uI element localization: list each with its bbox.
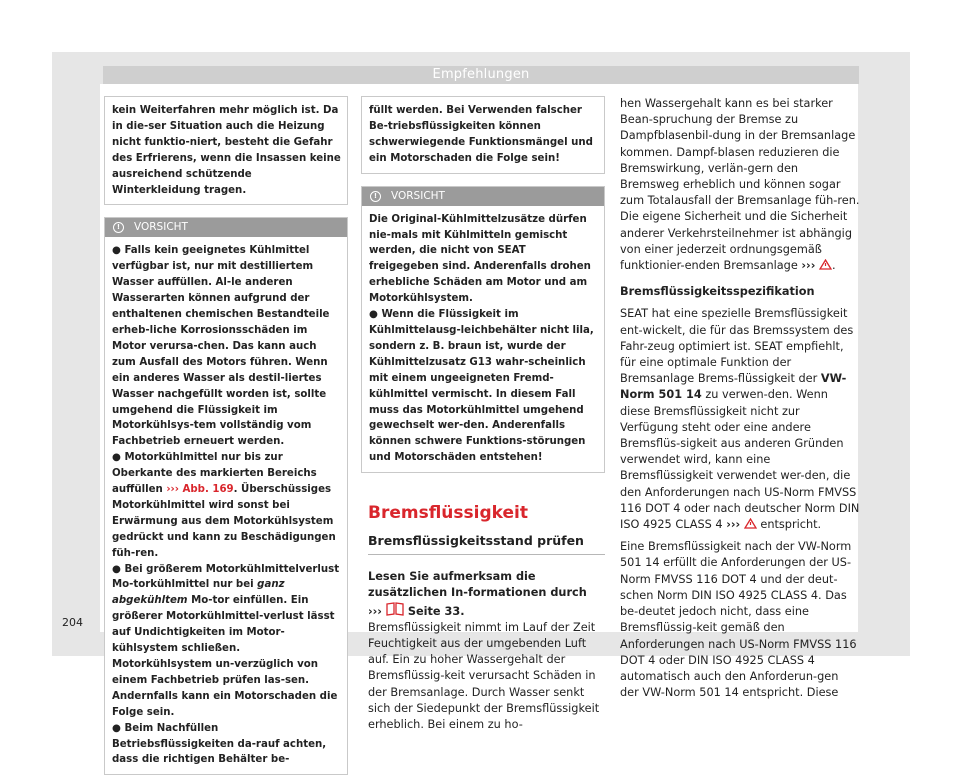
body-paragraph: Bremsflüssigkeit nimmt im Lauf der Zeit Feuchtigkeit aus der umgebenden Luft auf. Ein zu hoher Wassergehalt der Bremsflüssig-keit verursacht Schäden in der Bremsanlage. Durch Wasser senkt sich der Siedepunkt der Bremsflüssigkeit erheblich. Bei einem zu ho- <box>368 620 600 731</box>
spec-heading: Bremsflüssigkeitsspezifikation <box>620 285 815 299</box>
info-icon: ! <box>113 222 124 233</box>
info-icon: ! <box>370 191 381 202</box>
section-header <box>361 503 605 555</box>
subsection-header <box>368 523 605 555</box>
caution-box-2 <box>361 186 605 474</box>
caution-bullet-3: ● Bei größerem Motorkühlmittelverlust Mo-torkühlmittel nur bei ganz abgekühltem Mo-tor einfüllen. Ein größerer Motorkühlmittel-verlust lässt auf Undichtigkeiten im Motor-kühlsystem schließen. Motorkühlsystem un-verzüglich von einem Fachbetrieb prüfen las-sen. Andernfalls kann ein Motorschaden die Folge sein. <box>112 563 340 718</box>
paragraph-2: SEAT hat eine spezielle Bremsflüssigkeit ent-wickelt, die für das Bremssystem des Fahr-zeug optimiert ist. SEAT empfiehlt, für eine optimale Funktion der Bremsanlage Brems-flüssigkeit der VW-Norm 501 14 zu verwen-den. Wenn diese Bremsflüssigkeit nicht zur Verfügung steht oder eine andere Bremsflüs-sigkeit aus anderen Gründen verwendet wird, kann eine Bremsflüssigkeit verwendet wer-den, die den Anforderungen nach US-Norm FMVSS 116 DOT 4 oder nach deutscher Norm DIN ISO 4925 CLASS 4 ››› entspricht. <box>620 307 860 532</box>
warning-box-end <box>361 96 605 174</box>
caution-bullet-2: ● Motorkühlmittel nur bis zur Oberkante des markierten Bereichs auffüllen ››› Abb. 169. Überschüssiges Motorkühlmittel wird sonst bei Erwärmung aus dem Motorkühlsystem gedrückt und kann zu Beschädigungen füh-ren. <box>112 452 336 559</box>
caution-title-2: VORSICHT <box>391 189 445 202</box>
column-right <box>620 96 860 701</box>
warning-box-continued <box>104 96 348 205</box>
page-reference-link[interactable]: Seite 33 <box>407 604 461 618</box>
figure-reference-link[interactable]: Abb. 169 <box>182 484 234 496</box>
paragraph-1: hen Wassergehalt kann es bei starker Bean-spruchung der Bremse zu Dampfblasenbil-dung in der Bremsanlage kommen. Dampf-blasen reduzieren die Bremswirkung, verlän-gern den Bremsweg erheblich und können sogar zum Totalausfall der Bremsanlage füh-ren. Die eigene Sicherheit und die Sicherheit anderer Verkehrsteilnehmer ist abhängig von einer jederzeit ordnungsgemäß funktionier-enden Bremsanlage ››› . <box>620 97 860 273</box>
column-middle <box>361 96 605 733</box>
section-title: Bremsflüssigkeit <box>368 503 528 524</box>
page-number: 204 <box>62 616 83 629</box>
page-header: Empfehlungen <box>103 66 859 84</box>
subsection-title: Bremsflüssigkeitsstand prüfen <box>368 533 584 549</box>
warning-triangle-icon <box>819 259 832 270</box>
caution-box <box>104 217 348 775</box>
caution-bullet-1: ● Falls kein geeignetes Kühlmittel verfügbar ist, nur mit destilliertem Wasser auffüllen. Al-le anderen Wasserarten können aufgrund der enthaltenen chemischen Bestandteile erheb-liche Korrosionsschäden im Motor verursa-chen. Das kann auch zum Ausfall des Motors führen. Wenn ein anderes Wasser als destil-liertes Wasser nachgefüllt worden ist, sollte umgehend die Flüssigkeit im Motorkühlsys-tem vollständig vom Fachbetrieb erneuert werden. <box>112 245 330 448</box>
caution-body-2 <box>362 206 604 473</box>
warning-box-end-text: füllt werden. Bei Verwenden falscher Be-triebsflüssigkeiten können schwerwiegende Funktionsmängel und ein Motorschaden die Folge sein! <box>369 105 593 164</box>
caution-title-bar <box>105 218 347 237</box>
caution-body <box>105 237 347 774</box>
warning-triangle-icon <box>744 518 757 529</box>
warning-box-text: kein Weiterfahren mehr möglich ist. Da in die-ser Situation auch die Heizung nicht funktio-niert, besteht die Gefahr des Erfrierens, wenn die Insassen keine ausreichend schützende Winterkleidung tragen. <box>112 105 341 196</box>
caution-bullet-4: ● Beim Nachfüllen Betriebsflüssigkeiten da-rauf achten, dass die richtigen Behälter be- <box>112 722 327 766</box>
caution-paragraph: Die Original-Kühlmittelzusätze dürfen nie-mals mit Kühlmitteln gemischt werden, die nicht von SEAT freigegeben sind. Anderenfalls drohen erhebliche Schäden am Motor und am Motorkühlsystem. <box>369 213 591 305</box>
paragraph-3: Eine Bremsflüssigkeit nach der VW-Norm 501 14 erfüllt die Anforderungen der US-Norm FMVSS 116 DOT 4 und der deut-schen Norm DIN ISO 4925 CLASS 4. Das be-deutet jedoch nicht, dass eine Bremsflüssig-keit gemäß den Anforderungen nach US-Norm FMVSS 116 DOT 4 oder DIN ISO 4925 CLASS 4 automatisch auch den Anforderun-gen der VW-Norm 501 14 entspricht. Diese <box>620 540 857 700</box>
intro-line: Lesen Sie aufmerksam die zusätzlichen In-formationen durch ››› Seite 33. <box>368 570 587 618</box>
caution-bullet: ● Wenn die Flüssigkeit im Kühlmittelausg-leichbehälter nicht lila, sondern z. B. braun ist, wurde der Kühlmittelzusatz G13 wahr-scheinlich mit einem ungeeigneten Fremd-kühlmittel vermischt. In diesem Fall muss das Motorkühlmittel umgehend gewechselt wer-den. Anderenfalls können schwere Funktions-störungen und Motorschäden entstehen! <box>369 309 594 464</box>
caution-title: VORSICHT <box>134 221 188 234</box>
column-left <box>104 96 348 775</box>
book-icon <box>386 602 404 616</box>
section-body <box>361 569 604 733</box>
caution-title-bar-2 <box>362 187 604 206</box>
